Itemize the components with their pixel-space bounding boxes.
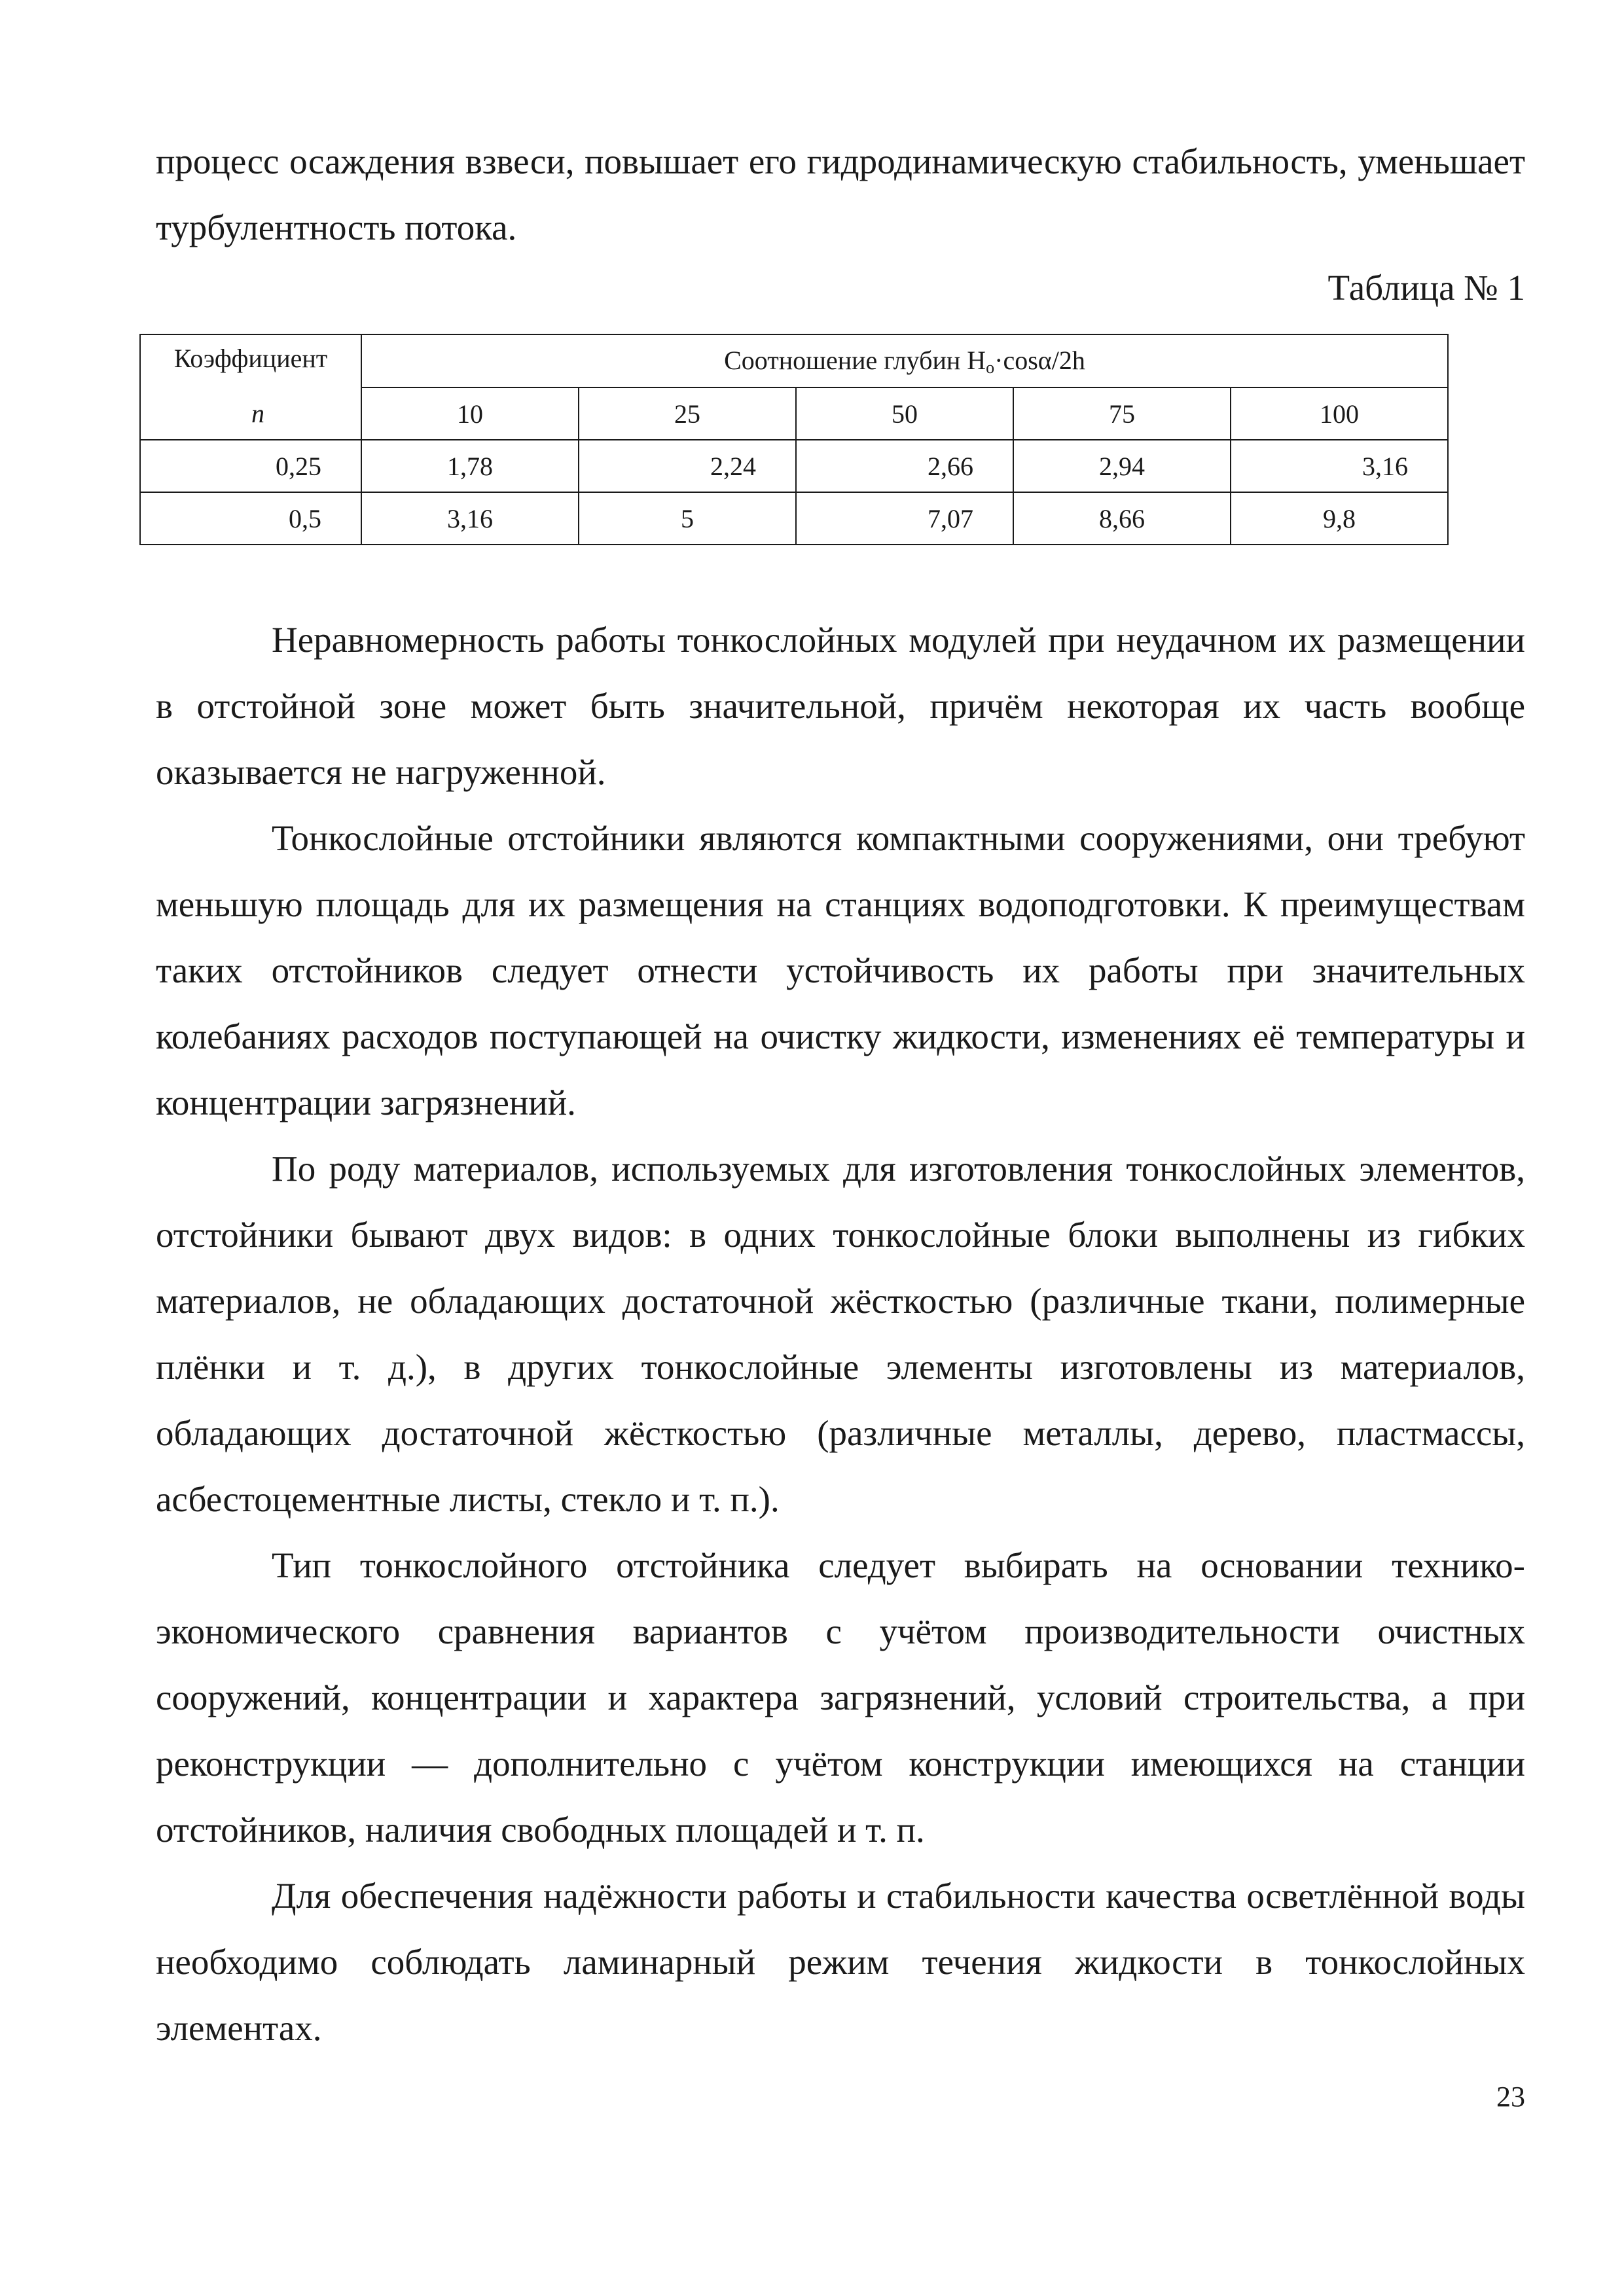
column-header: 100 (1231, 387, 1448, 440)
intro-paragraph: процесс осаждения взвеси, повышает его гидродинамическую стабильность, уменьшает турбулентность потока. (156, 141, 1525, 247)
depth-ratio-header: Соотношение глубин $H_o\cdot\cos\alpha/2h$ (361, 334, 1448, 387)
table-row (140, 492, 1448, 545)
table-cell: 9,8 (1231, 492, 1448, 545)
table-row (140, 440, 1448, 492)
table-cell: 0,25 (140, 440, 361, 492)
table-header-row (140, 334, 1448, 387)
column-header: 25 (579, 387, 796, 440)
table-cell: 8,66 (1013, 492, 1231, 545)
paragraph: Для обеспечения надёжности работы и стабильности качества осветлённой воды необходимо соблюдать ламинарный режим течения жидкости в тонкослойных элементах. (156, 1876, 1525, 2048)
table-cell: 2,94 (1013, 440, 1231, 492)
table-cell: 7,07 (796, 492, 1013, 545)
page-number: 23 (1496, 2081, 1525, 2113)
column-header: 50 (796, 387, 1013, 440)
table-cell: 1,78 (361, 440, 579, 492)
table-cell: 5 (579, 492, 796, 545)
table-cell: 3,16 (361, 492, 579, 545)
data-table (139, 334, 1449, 545)
table-cell: 3,16 (1231, 440, 1448, 492)
paragraph: Неравномерность работы тонкослойных модулей при неудачном их размещении в отстойной зоне может быть значительной, причём некоторая их часть вообще оказывается не нагруженной. (156, 620, 1525, 792)
table-cell: 2,24 (579, 440, 796, 492)
table-cell: 0,5 (140, 492, 361, 545)
column-header: 75 (1013, 387, 1231, 440)
coefficient-header: Коэффициент (140, 334, 361, 387)
paragraph: По роду материалов, используемых для изготовления тонкослойных элементов, отстойники бывают двух видов: в одних тонкослойные блоки выполнены из гибких материалов, не обладающих достаточной жёсткостью (различные ткани, полимерные плёнки и т. д.), в других тонкослойные элементы изготовлены из материалов, обладающих достаточной жёсткостью (различные металлы, дерево, пластмассы, асбестоцементные листы, стекло и т. п.). (156, 1149, 1525, 1519)
paragraph: Тип тонкослойного отстойника следует выбирать на основании технико-экономического сравнения вариантов с учётом производительности очистных сооружений, концентрации и характера загрязнений, условий строительства, а при реконструкции — дополнительно с учётом конструкции имеющихся на станции отстойников, наличия свободных площадей и т. п. (156, 1545, 1525, 1850)
table-cell: 2,66 (796, 440, 1013, 492)
paragraph: Тонкослойные отстойники являются компактными сооружениями, они требуют меньшую площадь для их размещения на станциях водоподготовки. К преимуществам таких отстойников следует отнести устойчивость их работы при значительных колебаниях расходов поступающей на очистку жидкости, изменениях её температуры и концентрации загрязнений. (156, 818, 1525, 1122)
column-header: 10 (361, 387, 579, 440)
body-text (156, 607, 1525, 2061)
table-caption: Таблица № 1 (1327, 268, 1525, 308)
coefficient-symbol: n (140, 387, 361, 440)
table-subheader-row (140, 387, 1448, 440)
